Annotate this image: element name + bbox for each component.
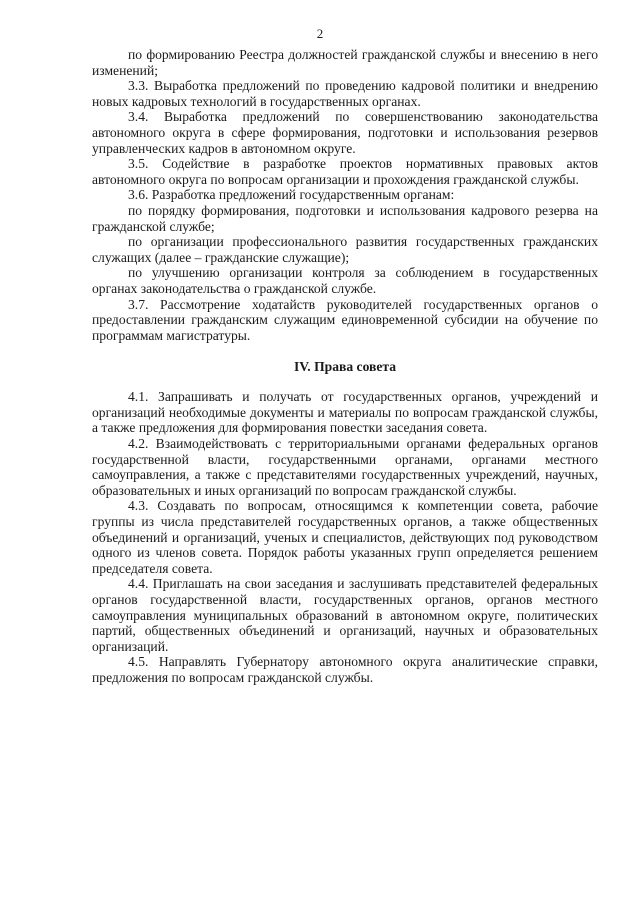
section-title: IV. Права совета bbox=[293, 359, 397, 375]
section-three-list bbox=[92, 47, 598, 343]
paragraph: по формированию Реестра должностей гражданской службы и внесению в него изменений; bbox=[92, 47, 598, 78]
paragraph: 4.5. Направлять Губернатору автономного округа аналитические справки, предложения по вопросам гражданской службы. bbox=[92, 654, 598, 685]
paragraph: 4.2. Взаимодействовать с территориальными органами федеральных органов государственной власти, государственными органами, органами местного самоуправления, а также с представителями государственных учреждений, научных, образовательных и иных организаций по вопросам гражданской службы. bbox=[92, 436, 598, 498]
paragraph: по организации профессионального развития государственных гражданских служащих (далее – гражданские служащие); bbox=[92, 234, 598, 265]
paragraph: 4.3. Создавать по вопросам, относящимся к компетенции совета, рабочие группы из числа представителей государственных органов, а также общественных объединений и организаций, ученых и специалистов, действующих под руководством одного из членов совета. Порядок работы указанных групп определяется решением председателя совета. bbox=[92, 498, 598, 576]
paragraph: по порядку формирования, подготовки и использования кадрового резерва на гражданской службе; bbox=[92, 202, 598, 234]
document-body bbox=[92, 47, 598, 686]
paragraph: 3.4. Выработка предложений по совершенствованию законодательства автономного округа в сфере формирования, подготовки и использования резервов управленческих кадров в автономном округе. bbox=[92, 109, 598, 156]
paragraph: по улучшению организации контроля за соблюдением в государственных органах законодательства о гражданской службе. bbox=[92, 265, 598, 296]
section-four-list bbox=[92, 389, 598, 685]
paragraph: 4.1. Запрашивать и получать от государственных органов, учреждений и организаций необходимые документы и материалы по вопросам гражданской службы, а также предложения для формирования повестки заседания совета. bbox=[92, 389, 598, 436]
paragraph: 3.3. Выработка предложений по проведению кадровой политики и внедрению новых кадровых технологий в государственных органах. bbox=[92, 78, 598, 109]
paragraph: 3.6. Разработка предложений государственным органам: bbox=[128, 187, 455, 203]
paragraph: 3.5. Содействие в разработке проектов нормативных правовых актов автономного округа по вопросам организации и прохождения гражданской службы. bbox=[92, 156, 598, 187]
paragraph: 3.7. Рассмотрение ходатайств руководителей государственных органов о предоставлении гражданским служащим единовременной субсидии на обучение по программам магистратуры. bbox=[92, 296, 598, 343]
page-number: 2 bbox=[316, 26, 324, 41]
paragraph: 4.4. Приглашать на свои заседания и заслушивать представителей федеральных органов государственной власти, государственных органов, органов местного самоуправления муниципальных образований в автономном округе, политических партий, общественных объединений и организаций, научных и образовательных организаций. bbox=[92, 576, 598, 654]
